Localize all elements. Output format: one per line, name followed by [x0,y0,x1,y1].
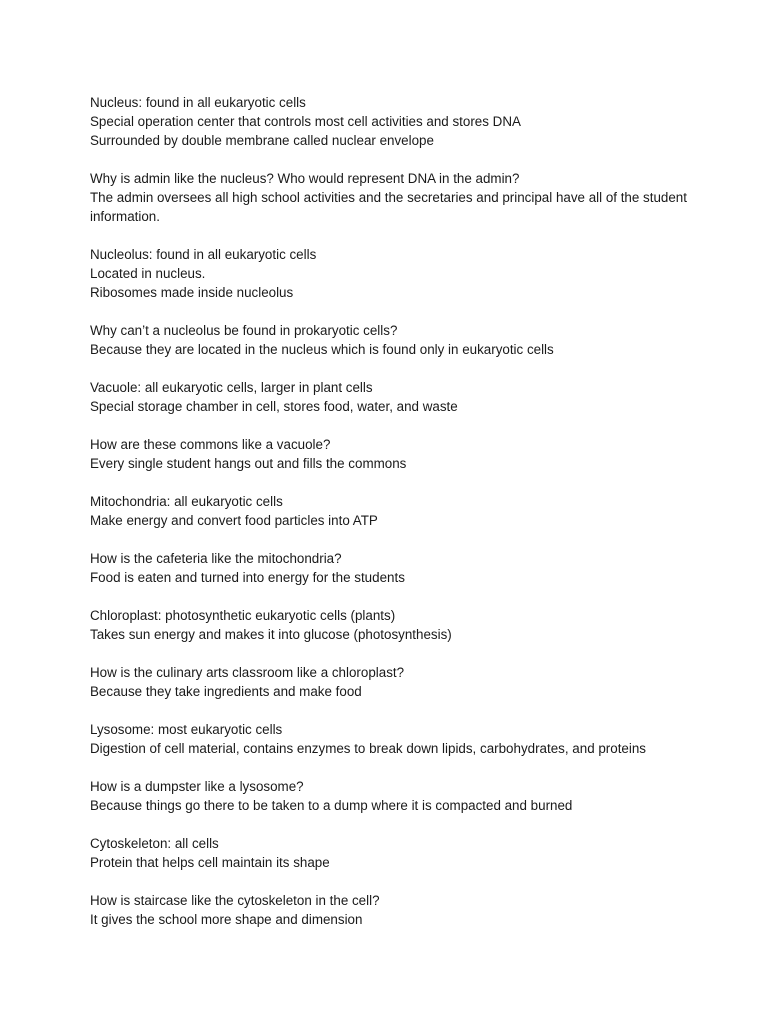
vacuole-question: How are these commons like a vacuole? [90,437,331,452]
nucleus-section [90,93,730,150]
nucleolus-section [90,245,730,302]
chloroplast-question: How is the culinary arts classroom like a chloroplast? [90,665,405,680]
chloroplast-section [90,606,730,644]
nucleolus-answer: Because they are located in the nucleus which is found only in eukaryotic cells [90,342,554,357]
cytoskeleton-description: Protein that helps cell maintain its shape [90,855,330,870]
lysosome-section [90,720,730,758]
vacuole-question-section [90,435,730,473]
mitochondria-answer: Food is eaten and turned into energy for the students [90,570,405,585]
nucleolus-question-section [90,321,730,359]
lysosome-question-section [90,777,730,815]
vacuole-heading: Vacuole: all eukaryotic cells, larger in plant cells [90,380,373,395]
cytoskeleton-question-section [90,891,730,929]
chloroplast-answer: Because they take ingredients and make food [90,684,362,699]
nucleolus-location: Located in nucleus. [90,266,206,281]
lysosome-question: How is a dumpster like a lysosome? [90,779,304,794]
vacuole-section [90,378,730,416]
nucleolus-heading: Nucleolus: found in all eukaryotic cells [90,247,317,262]
chloroplast-heading: Chloroplast: photosynthetic eukaryotic cells (plants) [90,608,396,623]
mitochondria-section [90,492,730,530]
mitochondria-description: Make energy and convert food particles into ATP [90,513,378,528]
nucleus-answer: The admin oversees all high school activities and the secretaries and principal have all of the student information. [90,190,687,224]
mitochondria-question-section [90,549,730,587]
cytoskeleton-answer: It gives the school more shape and dimension [90,912,363,927]
chloroplast-question-section [90,663,730,701]
nucleolus-function: Ribosomes made inside nucleolus [90,285,294,300]
cytoskeleton-question: How is staircase like the cytoskeleton in the cell? [90,893,380,908]
nucleolus-question: Why can’t a nucleolus be found in prokaryotic cells? [90,323,398,338]
vacuole-description: Special storage chamber in cell, stores food, water, and waste [90,399,458,414]
nucleus-heading: Nucleus: found in all eukaryotic cells [90,95,306,110]
lysosome-description: Digestion of cell material, contains enzymes to break down lipids, carbohydrates, and proteins [90,741,646,756]
nucleus-membrane-note: Surrounded by double membrane called nuclear envelope [90,133,434,148]
mitochondria-heading: Mitochondria: all eukaryotic cells [90,494,283,509]
nucleus-question: Why is admin like the nucleus? Who would represent DNA in the admin? [90,171,520,186]
nucleus-question-section [90,169,730,226]
lysosome-heading: Lysosome: most eukaryotic cells [90,722,283,737]
mitochondria-question: How is the cafeteria like the mitochondria? [90,551,342,566]
nucleus-description: Special operation center that controls most cell activities and stores DNA [90,114,521,129]
chloroplast-description: Takes sun energy and makes it into glucose (photosynthesis) [90,627,452,642]
cytoskeleton-heading: Cytoskeleton: all cells [90,836,219,851]
cytoskeleton-section [90,834,730,872]
vacuole-answer: Every single student hangs out and fills the commons [90,456,407,471]
document-page [90,93,730,948]
lysosome-answer: Because things go there to be taken to a dump where it is compacted and burned [90,798,573,813]
